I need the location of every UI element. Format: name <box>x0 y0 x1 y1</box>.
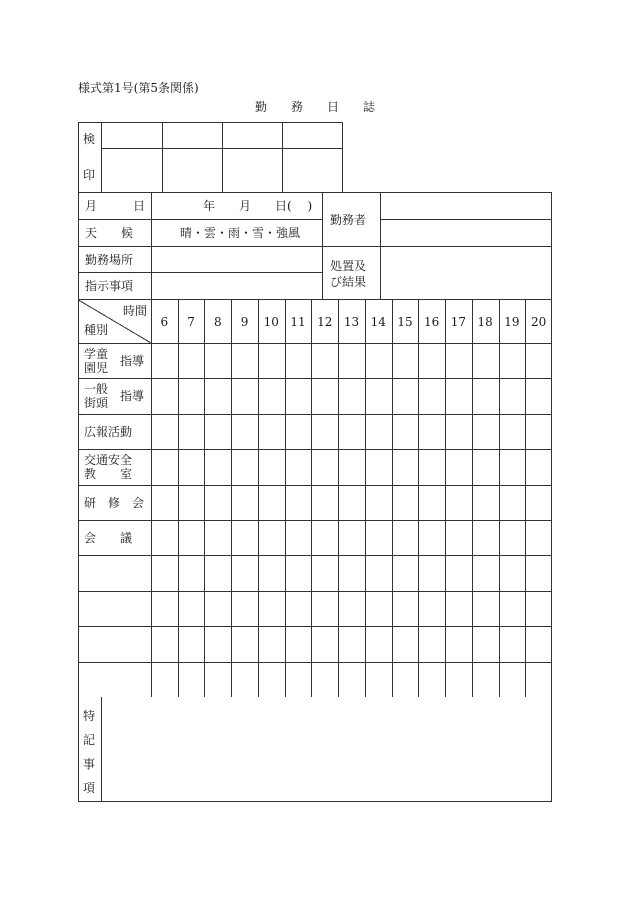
page-title: 勤 務 日 誌 <box>254 100 375 114</box>
time-grid <box>78 299 552 697</box>
stamp-label-seal: 印 <box>83 168 96 182</box>
weather-label: 天 候 <box>85 226 134 240</box>
header-time: 時間 <box>123 304 148 318</box>
remarks-label-3: 事 <box>83 757 96 771</box>
category-label: 研 修 会 <box>84 495 145 510</box>
date-label: 月 日 <box>85 199 146 213</box>
category-label-line1: 学童 <box>84 347 109 361</box>
category-label-line1: 一般 <box>84 382 109 397</box>
category-label: 会 議 <box>84 531 133 545</box>
hour-label: 13 <box>343 315 360 329</box>
category-label-side: 指導 <box>120 389 145 404</box>
hour-label: 14 <box>370 315 386 329</box>
category-label-line2: 街頭 <box>84 396 109 411</box>
hour-label: 12 <box>317 315 333 329</box>
hour-label: 18 <box>477 315 493 329</box>
hour-label: 7 <box>187 315 195 329</box>
category-label-side: 指導 <box>120 354 145 368</box>
hour-label: 19 <box>504 315 520 329</box>
category-label-line1: 交通安全 <box>84 453 133 468</box>
stamp-label-inspect: 検 <box>83 132 96 146</box>
date-field[interactable]: 年 月 日( ) <box>203 199 313 213</box>
hour-label: 6 <box>160 315 169 329</box>
workplace-label: 勤務場所 <box>85 253 134 267</box>
disposition-label-2: び結果 <box>330 275 367 289</box>
form-number: 様式第1号(第5条関係) <box>78 81 199 95</box>
category-label: 広報活動 <box>84 424 133 439</box>
hour-label: 15 <box>397 315 413 329</box>
instructions-label: 指示事項 <box>85 279 134 293</box>
category-label-line2: 教 室 <box>84 467 133 482</box>
hour-label: 17 <box>450 315 467 329</box>
category-label-line2: 園児 <box>84 361 109 375</box>
remarks-label-4: 項 <box>83 781 96 795</box>
hour-label: 11 <box>290 315 306 329</box>
remarks-label-2: 記 <box>83 733 96 747</box>
disposition-label-1: 処置及 <box>330 259 367 273</box>
remarks-field[interactable] <box>102 698 551 801</box>
weather-options[interactable]: 晴・雲・雨・雪・強風 <box>180 226 301 240</box>
hour-label: 20 <box>530 315 547 329</box>
hour-label: 16 <box>424 315 440 329</box>
hour-label: 10 <box>263 315 279 329</box>
worker-label: 勤務者 <box>330 213 367 227</box>
header-type: 種別 <box>84 323 109 337</box>
hour-label: 9 <box>240 315 249 329</box>
hour-label: 8 <box>213 315 222 329</box>
grid-lines <box>78 299 552 697</box>
remarks-label-1: 特 <box>83 709 96 723</box>
